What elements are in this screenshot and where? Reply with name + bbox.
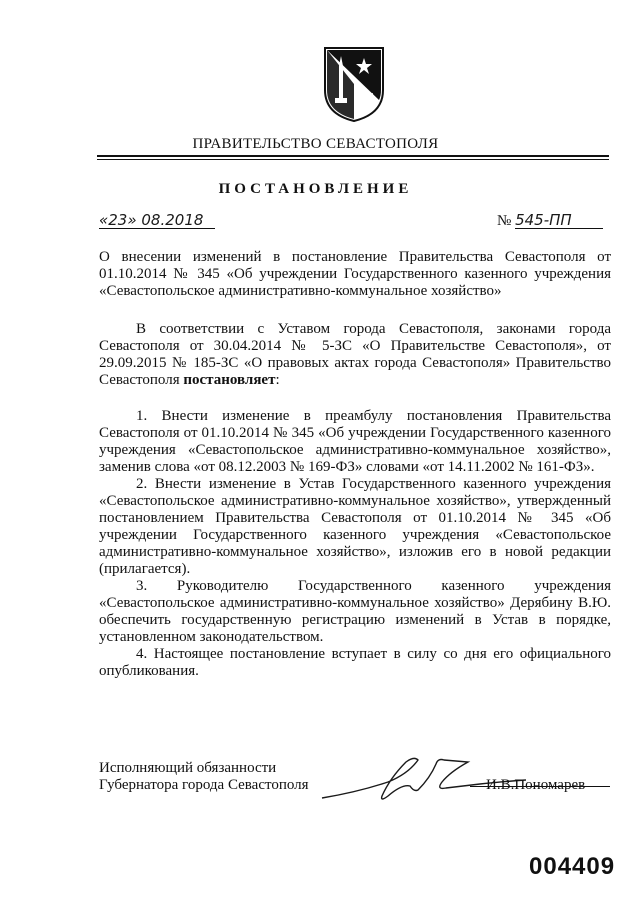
preamble-colon: : <box>275 372 280 388</box>
number-value: 545-ПП <box>515 212 603 229</box>
signature-line <box>470 786 610 787</box>
document-type-title: ПОСТАНОВЛЕНИЕ <box>218 181 413 197</box>
signatory-name: И.В.Пономарев <box>486 777 586 793</box>
number-label: № <box>497 213 512 229</box>
document-number <box>497 212 603 230</box>
preamble <box>99 321 611 389</box>
decree-item: 4. Настоящее постановление вступает в силу со дня его официального опубликования. <box>99 646 611 679</box>
decree-item: 1. Внести изменение в преамбулу постановления Правительства Севастополя от 01.10.2014 № 345 «Об учреждении Государственного казенного учреждения «Севастопольское административно-коммунальное хозяйство», заменив слова «от 08.12.2003 № 169-ФЗ» словами «от 14.11.2002 № 161-ФЗ». <box>99 408 611 475</box>
header-rule-thin <box>97 159 609 160</box>
decree-word: постановляет <box>183 372 276 388</box>
serial-number: 004409 <box>529 853 616 880</box>
signatory-title <box>99 760 309 794</box>
decree-item: 2. Внести изменение в Устав Государственного казенного учреждения «Севастопольское административно-коммунальное хозяйство», утвержденный постановлением Правительства Севастополя от 01.10.2014 № 345 «Об учреждении Государственного казенного учреждения «Севастопольское административно-коммунальное хозяйство», изложив его в новой редакции (прилагается). <box>99 476 611 577</box>
signatory-title-line2: Губернатора города Севастополя <box>99 777 309 793</box>
subject-text: О внесении изменений в постановление Правительства Севастополя от 01.10.2014 № 345 «Об учреждении Государственного казенного учреждения «Севастопольское административно-коммунальное хозяйство» <box>99 249 611 299</box>
preamble-text: В соответствии с Уставом города Севастополя, законами города Севастополя от 30.04.2014 № 5-ЗС «О Правительстве Севастополя», от 29.09.2015 № 185-ЗС «О правовых актах города Севастополя» Правительство Севастополя <box>99 321 611 388</box>
decree-item: 3. Руководителю Государственного казенного учреждения «Севастопольское административно-коммунальное хозяйство» Дерябину В.Ю. обеспечить государственную регистрацию изменений в Устав в порядке, установленном законодательством. <box>99 578 611 645</box>
coat-of-arms-emblem <box>319 44 389 124</box>
header-rule-thick <box>97 155 609 157</box>
decree-items <box>99 408 611 680</box>
preamble-paragraph <box>99 321 611 389</box>
document-subject <box>99 249 611 300</box>
signatory-title-line1: Исполняющий обязанности <box>99 760 277 776</box>
date-value: «23» 08.2018 <box>99 212 215 229</box>
document-date <box>99 212 215 230</box>
government-name: ПРАВИТЕЛЬСТВО СЕВАСТОПОЛЯ <box>192 136 439 152</box>
